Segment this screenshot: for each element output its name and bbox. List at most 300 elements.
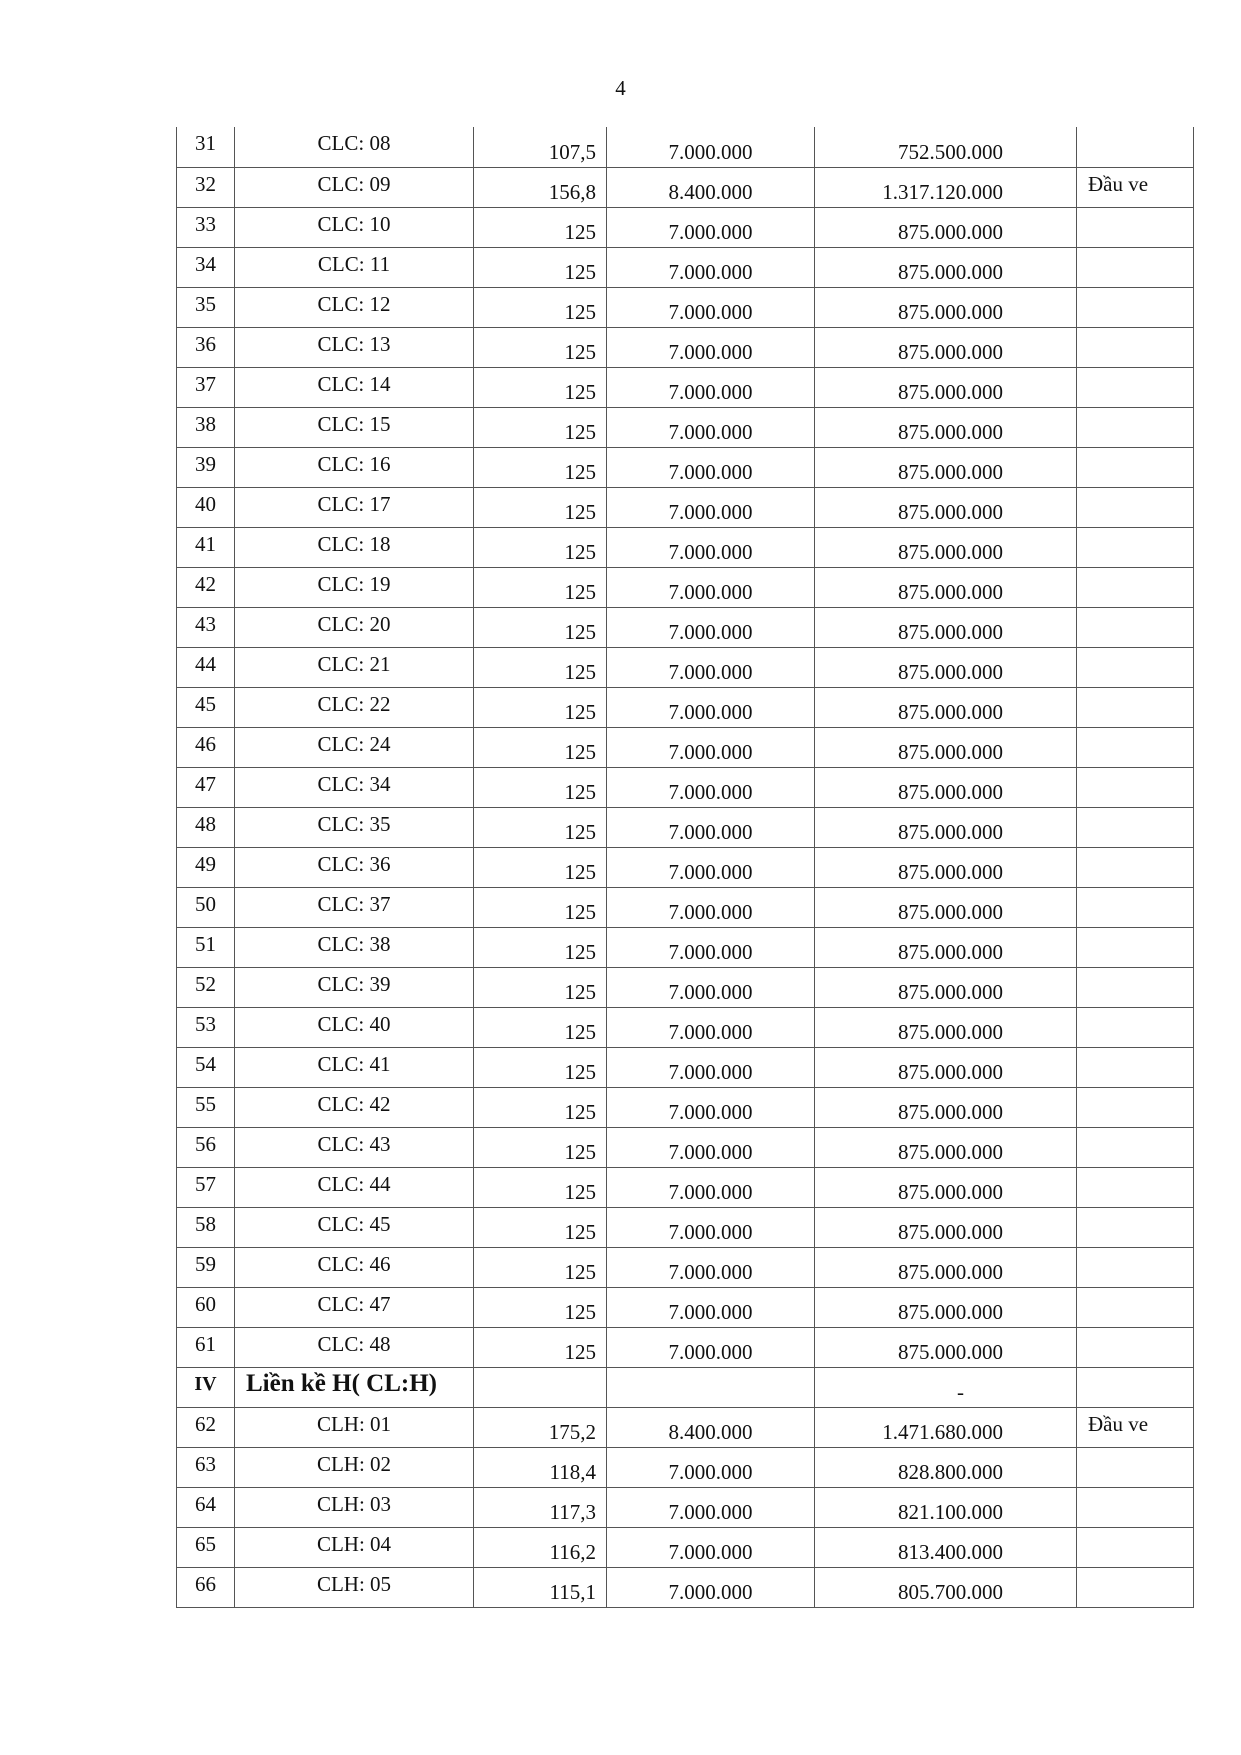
row-number xyxy=(177,567,235,607)
land-lot-price-table xyxy=(176,127,1194,1608)
table-row xyxy=(177,767,1194,807)
lot-code xyxy=(235,1087,474,1127)
total-amount-text: 875.000.000 xyxy=(898,1259,1003,1284)
note-cell xyxy=(1077,847,1194,887)
lot-code xyxy=(235,847,474,887)
unit-price-text: 7.000.000 xyxy=(668,659,753,684)
unit-price-text: 7.000.000 xyxy=(668,1179,753,1204)
row-number-text: 49 xyxy=(195,851,216,876)
table-row xyxy=(177,807,1194,847)
area-value xyxy=(474,1447,607,1487)
row-number xyxy=(177,967,235,1007)
area-value-text: 125 xyxy=(564,299,596,324)
row-number-text: 31 xyxy=(195,131,216,155)
row-number-text: 32 xyxy=(195,171,216,196)
note-cell xyxy=(1077,1287,1194,1327)
row-number-text: 39 xyxy=(195,451,216,476)
table-row xyxy=(177,167,1194,207)
note-cell xyxy=(1077,1127,1194,1167)
row-number xyxy=(177,1127,235,1167)
table-row xyxy=(177,1287,1194,1327)
total-amount-text: 805.700.000 xyxy=(898,1579,1003,1604)
note-cell xyxy=(1077,687,1194,727)
total-amount-text: 875.000.000 xyxy=(898,1059,1003,1084)
lot-code-text: CLC: 37 xyxy=(317,891,391,916)
unit-price-text: 7.000.000 xyxy=(668,219,753,244)
row-number xyxy=(177,407,235,447)
lot-code xyxy=(235,767,474,807)
lot-code xyxy=(235,1367,474,1407)
row-number xyxy=(177,807,235,847)
area-value-text: 118,4 xyxy=(549,1459,596,1484)
total-amount-text: 875.000.000 xyxy=(898,1219,1003,1244)
note-cell-text: Đầu ve xyxy=(1088,171,1149,196)
row-number-text: 42 xyxy=(195,571,216,596)
section-header-row xyxy=(177,1367,1194,1407)
area-value-text: 125 xyxy=(564,219,596,244)
table-row xyxy=(177,1007,1194,1047)
total-amount xyxy=(815,1047,1077,1087)
total-amount-text: 875.000.000 xyxy=(898,1339,1003,1364)
row-number-text: 55 xyxy=(195,1091,216,1116)
total-amount xyxy=(815,847,1077,887)
row-number xyxy=(177,167,235,207)
note-cell xyxy=(1077,887,1194,927)
total-amount-text: 875.000.000 xyxy=(898,339,1003,364)
unit-price-text: 7.000.000 xyxy=(668,899,753,924)
row-number-text: 47 xyxy=(195,771,216,796)
total-amount-text: - xyxy=(957,1379,964,1404)
total-amount-text: 875.000.000 xyxy=(898,579,1003,604)
area-value xyxy=(474,487,607,527)
area-value xyxy=(474,887,607,927)
area-value xyxy=(474,1367,607,1407)
unit-price xyxy=(607,1287,815,1327)
unit-price-text: 7.000.000 xyxy=(668,459,753,484)
area-value-text: 125 xyxy=(564,459,596,484)
total-amount xyxy=(815,247,1077,287)
note-cell xyxy=(1077,967,1194,1007)
lot-code-text: CLC: 09 xyxy=(317,171,391,196)
area-value xyxy=(474,1327,607,1367)
row-number-text: 66 xyxy=(195,1571,216,1596)
lot-code xyxy=(235,207,474,247)
lot-code-text: CLH: 01 xyxy=(316,1411,392,1436)
total-amount-text: 875.000.000 xyxy=(898,1019,1003,1044)
lot-code xyxy=(235,367,474,407)
table-row xyxy=(177,1207,1194,1247)
area-value-text: 116,2 xyxy=(549,1539,596,1564)
unit-price xyxy=(607,647,815,687)
lot-code xyxy=(235,1327,474,1367)
area-value-text: 125 xyxy=(564,1179,596,1204)
total-amount xyxy=(815,967,1077,1007)
lot-code xyxy=(235,1007,474,1047)
total-amount xyxy=(815,1247,1077,1287)
unit-price xyxy=(607,447,815,487)
unit-price xyxy=(607,1567,815,1607)
table-row xyxy=(177,127,1194,167)
lot-code-text: CLC: 44 xyxy=(317,1171,391,1196)
total-amount xyxy=(815,1167,1077,1207)
total-amount xyxy=(815,687,1077,727)
row-number xyxy=(177,647,235,687)
unit-price xyxy=(607,327,815,367)
unit-price-text: 7.000.000 xyxy=(668,779,753,804)
total-amount-text: 875.000.000 xyxy=(898,819,1003,844)
lot-code xyxy=(235,247,474,287)
row-number xyxy=(177,527,235,567)
table-row xyxy=(177,367,1194,407)
row-number xyxy=(177,1087,235,1127)
unit-price xyxy=(607,527,815,567)
unit-price xyxy=(607,287,815,327)
total-amount xyxy=(815,287,1077,327)
area-value-text: 125 xyxy=(564,1219,596,1244)
area-value xyxy=(474,1247,607,1287)
lot-code xyxy=(235,967,474,1007)
lot-code xyxy=(235,1207,474,1247)
lot-code-text: CLC: 16 xyxy=(317,451,391,476)
lot-code xyxy=(235,927,474,967)
note-cell xyxy=(1077,407,1194,447)
table-row xyxy=(177,247,1194,287)
note-cell xyxy=(1077,607,1194,647)
area-value xyxy=(474,1527,607,1567)
total-amount-text: 875.000.000 xyxy=(898,779,1003,804)
lot-code-text: CLC: 24 xyxy=(317,731,391,756)
total-amount-text: 875.000.000 xyxy=(898,979,1003,1004)
area-value-text: 125 xyxy=(564,259,596,284)
total-amount xyxy=(815,1407,1077,1447)
area-value xyxy=(474,407,607,447)
unit-price xyxy=(607,367,815,407)
total-amount xyxy=(815,1087,1077,1127)
unit-price xyxy=(607,127,815,167)
unit-price-text: 7.000.000 xyxy=(668,1219,753,1244)
unit-price xyxy=(607,807,815,847)
lot-code-text: CLC: 38 xyxy=(317,931,391,956)
lot-code-text: CLH: 02 xyxy=(316,1451,392,1476)
area-value xyxy=(474,687,607,727)
unit-price-text: 7.000.000 xyxy=(668,1339,753,1364)
lot-code-text: CLC: 08 xyxy=(317,131,391,155)
row-number xyxy=(177,687,235,727)
lot-code-text: CLC: 39 xyxy=(317,971,391,996)
row-number xyxy=(177,607,235,647)
area-value xyxy=(474,367,607,407)
table-row xyxy=(177,887,1194,927)
unit-price-text: 7.000.000 xyxy=(668,1099,753,1124)
page-number: 4 xyxy=(615,76,626,100)
area-value xyxy=(474,567,607,607)
area-value-text: 125 xyxy=(564,739,596,764)
lot-code-text: CLH: 05 xyxy=(316,1571,392,1596)
total-amount xyxy=(815,887,1077,927)
row-number xyxy=(177,1447,235,1487)
total-amount xyxy=(815,447,1077,487)
lot-code xyxy=(235,1127,474,1167)
note-cell xyxy=(1077,1447,1194,1487)
unit-price xyxy=(607,1527,815,1567)
unit-price-text: 7.000.000 xyxy=(668,1019,753,1044)
lot-code-text: CLC: 45 xyxy=(317,1211,391,1236)
lot-code-text: CLC: 48 xyxy=(317,1331,391,1356)
total-amount-text: 1.471.680.000 xyxy=(882,1419,1003,1444)
unit-price xyxy=(607,847,815,887)
area-value xyxy=(474,1207,607,1247)
unit-price-text: 7.000.000 xyxy=(668,739,753,764)
area-value-text: 156,8 xyxy=(548,179,596,204)
row-number-text: 41 xyxy=(195,531,216,556)
area-value xyxy=(474,1567,607,1607)
lot-code-text: CLC: 34 xyxy=(317,771,391,796)
total-amount-text: 875.000.000 xyxy=(898,379,1003,404)
area-value xyxy=(474,247,607,287)
area-value-text: 125 xyxy=(564,1259,596,1284)
total-amount xyxy=(815,327,1077,367)
total-amount-text: 875.000.000 xyxy=(898,619,1003,644)
table-row xyxy=(177,687,1194,727)
total-amount xyxy=(815,1207,1077,1247)
row-number-text: 65 xyxy=(195,1531,216,1556)
unit-price xyxy=(607,247,815,287)
unit-price-text: 7.000.000 xyxy=(668,419,753,444)
total-amount-text: 875.000.000 xyxy=(898,259,1003,284)
row-number xyxy=(177,1487,235,1527)
area-value-text: 125 xyxy=(564,419,596,444)
lot-code-text: CLC: 14 xyxy=(317,371,391,396)
table-row xyxy=(177,1247,1194,1287)
row-number-text: 64 xyxy=(195,1491,216,1516)
lot-code-text: CLC: 11 xyxy=(317,251,391,276)
lot-code xyxy=(235,647,474,687)
lot-code xyxy=(235,127,474,167)
unit-price-text: 7.000.000 xyxy=(668,699,753,724)
note-cell xyxy=(1077,247,1194,287)
unit-price-text: 8.400.000 xyxy=(668,1419,753,1444)
lot-code xyxy=(235,607,474,647)
note-cell-text: Đầu ve xyxy=(1088,1411,1149,1436)
total-amount xyxy=(815,807,1077,847)
note-cell xyxy=(1077,1487,1194,1527)
lot-code xyxy=(235,1047,474,1087)
lot-code xyxy=(235,1247,474,1287)
unit-price xyxy=(607,687,815,727)
table-row xyxy=(177,967,1194,1007)
unit-price xyxy=(607,1047,815,1087)
area-value-text: 117,3 xyxy=(549,1499,596,1524)
unit-price-text: 7.000.000 xyxy=(668,499,753,524)
total-amount-text: 813.400.000 xyxy=(898,1539,1003,1564)
unit-price-text: 7.000.000 xyxy=(668,539,753,564)
note-cell xyxy=(1077,1527,1194,1567)
total-amount-text: 875.000.000 xyxy=(898,1099,1003,1124)
row-number-text: 34 xyxy=(195,251,216,276)
area-value-text: 125 xyxy=(564,1059,596,1084)
unit-price xyxy=(607,1487,815,1527)
table-row xyxy=(177,927,1194,967)
lot-code-text: CLC: 12 xyxy=(317,291,391,316)
total-amount-text: 875.000.000 xyxy=(898,1139,1003,1164)
area-value-text: 125 xyxy=(564,619,596,644)
area-value-text: 125 xyxy=(564,499,596,524)
table-row xyxy=(177,847,1194,887)
note-cell xyxy=(1077,767,1194,807)
row-number-text: 37 xyxy=(195,371,216,396)
note-cell xyxy=(1077,487,1194,527)
total-amount-text: 875.000.000 xyxy=(898,299,1003,324)
row-number-text: 38 xyxy=(195,411,216,436)
unit-price xyxy=(607,767,815,807)
area-value xyxy=(474,287,607,327)
table-row xyxy=(177,407,1194,447)
table-row xyxy=(177,1047,1194,1087)
lot-code xyxy=(235,887,474,927)
row-number-text: 44 xyxy=(195,651,216,676)
note-cell xyxy=(1077,1407,1194,1447)
lot-code-text: CLC: 40 xyxy=(317,1011,391,1036)
row-number-text: 58 xyxy=(195,1211,216,1236)
row-number xyxy=(177,1167,235,1207)
row-number xyxy=(177,927,235,967)
area-value xyxy=(474,927,607,967)
row-number xyxy=(177,1567,235,1607)
row-number-text: 45 xyxy=(195,691,216,716)
row-number-text: 35 xyxy=(195,291,216,316)
unit-price-text: 7.000.000 xyxy=(668,1539,753,1564)
unit-price-text: 7.000.000 xyxy=(668,1499,753,1524)
unit-price xyxy=(607,927,815,967)
lot-code xyxy=(235,567,474,607)
unit-price xyxy=(607,487,815,527)
unit-price-text: 7.000.000 xyxy=(668,1059,753,1084)
row-number xyxy=(177,447,235,487)
area-value-text: 125 xyxy=(564,539,596,564)
area-value-text: 125 xyxy=(564,699,596,724)
lot-code xyxy=(235,1287,474,1327)
total-amount-text: 875.000.000 xyxy=(898,499,1003,524)
unit-price-text: 7.000.000 xyxy=(668,1299,753,1324)
row-number-text: 56 xyxy=(195,1131,216,1156)
total-amount-text: 821.100.000 xyxy=(898,1499,1003,1524)
area-value-text: 125 xyxy=(564,339,596,364)
unit-price xyxy=(607,887,815,927)
total-amount-text: 875.000.000 xyxy=(898,1299,1003,1324)
lot-code xyxy=(235,487,474,527)
total-amount-text: 875.000.000 xyxy=(898,459,1003,484)
table-row xyxy=(177,727,1194,767)
table-row xyxy=(177,607,1194,647)
total-amount-text: 875.000.000 xyxy=(898,539,1003,564)
area-value xyxy=(474,207,607,247)
unit-price xyxy=(607,1007,815,1047)
area-value-text: 125 xyxy=(564,979,596,1004)
row-number xyxy=(177,1407,235,1447)
total-amount-text: 875.000.000 xyxy=(898,899,1003,924)
area-value-text: 125 xyxy=(564,779,596,804)
note-cell xyxy=(1077,447,1194,487)
row-number xyxy=(177,327,235,367)
lot-code-text: CLC: 20 xyxy=(317,611,391,636)
row-number xyxy=(177,1527,235,1567)
lot-code-text: CLC: 42 xyxy=(317,1091,391,1116)
unit-price xyxy=(607,1167,815,1207)
row-number-text: 53 xyxy=(195,1011,216,1036)
area-value-text: 125 xyxy=(564,939,596,964)
table-row xyxy=(177,1567,1194,1607)
table-row xyxy=(177,487,1194,527)
lot-code-text: CLC: 10 xyxy=(317,211,391,236)
total-amount-text: 828.800.000 xyxy=(898,1459,1003,1484)
total-amount xyxy=(815,1567,1077,1607)
area-value xyxy=(474,1047,607,1087)
total-amount xyxy=(815,167,1077,207)
area-value-text: 125 xyxy=(564,1299,596,1324)
lot-code xyxy=(235,407,474,447)
unit-price xyxy=(607,1207,815,1247)
row-number xyxy=(177,367,235,407)
lot-code xyxy=(235,1167,474,1207)
area-value xyxy=(474,647,607,687)
row-number-text: 46 xyxy=(195,731,216,756)
row-number xyxy=(177,1367,235,1407)
table-row xyxy=(177,1167,1194,1207)
area-value-text: 125 xyxy=(564,819,596,844)
total-amount xyxy=(815,1487,1077,1527)
lot-code xyxy=(235,327,474,367)
row-number-text: 60 xyxy=(195,1291,216,1316)
unit-price xyxy=(607,727,815,767)
note-cell xyxy=(1077,1087,1194,1127)
lot-code-text: CLC: 17 xyxy=(317,491,391,516)
note-cell xyxy=(1077,167,1194,207)
unit-price-text: 7.000.000 xyxy=(668,1579,753,1604)
area-value xyxy=(474,727,607,767)
total-amount xyxy=(815,647,1077,687)
lot-code xyxy=(235,527,474,567)
unit-price-text: 7.000.000 xyxy=(668,1259,753,1284)
row-number-text: 51 xyxy=(195,931,216,956)
note-cell xyxy=(1077,1167,1194,1207)
row-number-text: 40 xyxy=(195,491,216,516)
total-amount xyxy=(815,727,1077,767)
note-cell xyxy=(1077,1367,1194,1407)
unit-price-text: 7.000.000 xyxy=(668,859,753,884)
row-number xyxy=(177,487,235,527)
row-number xyxy=(177,887,235,927)
lot-code-text: CLC: 21 xyxy=(317,651,391,676)
note-cell xyxy=(1077,1047,1194,1087)
total-amount-text: 875.000.000 xyxy=(898,659,1003,684)
note-cell xyxy=(1077,1327,1194,1367)
lot-code-text: CLC: 43 xyxy=(317,1131,391,1156)
note-cell xyxy=(1077,207,1194,247)
row-number xyxy=(177,727,235,767)
lot-code xyxy=(235,1447,474,1487)
table-row xyxy=(177,527,1194,567)
unit-price xyxy=(607,1327,815,1367)
row-number xyxy=(177,847,235,887)
area-value xyxy=(474,1287,607,1327)
unit-price-text: 7.000.000 xyxy=(668,259,753,284)
unit-price xyxy=(607,207,815,247)
row-number-text: 61 xyxy=(195,1331,216,1356)
lot-code xyxy=(235,1527,474,1567)
row-number xyxy=(177,287,235,327)
row-number xyxy=(177,767,235,807)
area-value-text: 125 xyxy=(564,579,596,604)
